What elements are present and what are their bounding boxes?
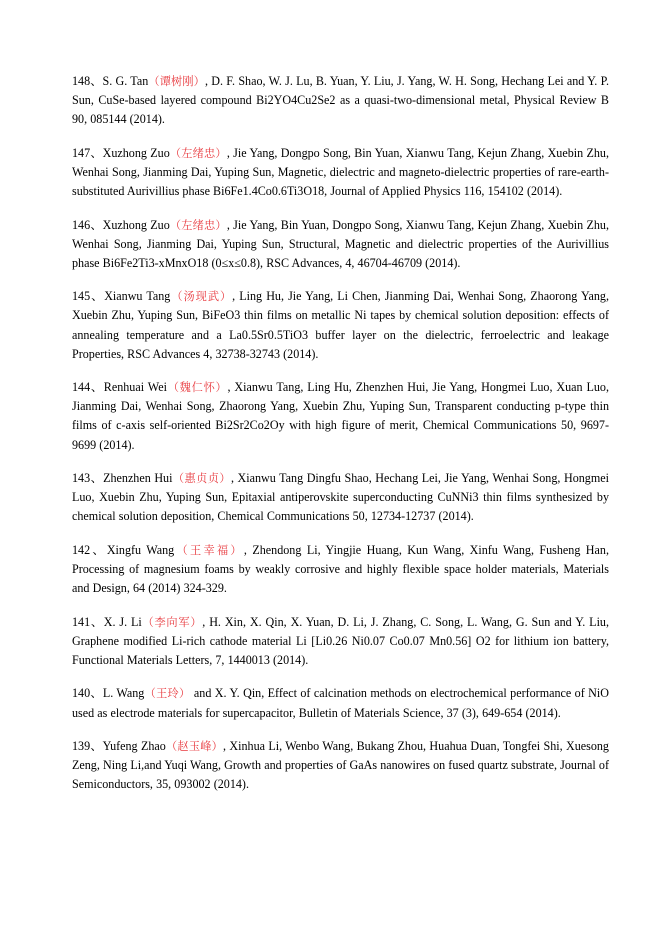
reference-body: and X. Y. Qin, Effect of calcination methods on electrochemical performance of NiO used as electrode materials for supercapacitor, Bulletin of Materials Science, 37 (3), 649-654 (2014). <box>72 686 609 720</box>
reference-chinese-name: （谭树刚） <box>148 75 205 88</box>
reference-separator: 、 <box>90 74 103 88</box>
reference-chinese-name: （王玲） <box>144 687 191 701</box>
reference-body: , Ling Hu, Jie Yang, Li Chen, Jianming Dai, Wenhai Song, Zhaorong Yang, Xuebin Zhu, Yuping Sun, BiFeO3 thin films on metallic Ni tapes by chemical solution deposition: effects of annealing temperature and a La0.5Sr0.5TiO3 buffer layer on the dielectric, ferroelectric and leakage Properties, RSC Advances 4, 32738-32743 (2014). <box>72 289 609 361</box>
reference-entry-140 <box>72 684 609 722</box>
reference-lead-author: S. G. Tan <box>102 74 149 88</box>
reference-separator: 、 <box>90 739 103 754</box>
reference-separator: 、 <box>90 614 104 629</box>
reference-body: , Xianwu Tang, Ling Hu, Zhenzhen Hui, Jie Yang, Hongmei Luo, Xuan Luo, Jianming Dai, Wenhai Song, Zhaorong Yang, Xuebin Zhu, Yuping Sun, Transparent conducting p-type thin films of c-axis self-oriented Bi2Sr2Co2Oy with high figure of merit, Chemical Communications 50, 9697-9699 (2014). <box>72 380 609 452</box>
reference-body: , H. Xin, X. Qin, X. Yuan, D. Li, J. Zhang, C. Song, L. Wang, G. Sun and Y. Liu, Graphene modified Li-rich cathode material Li [Li0.26 Ni0.07 Co0.07 Mn0.56] O2 for lithium ion battery, Functional Materials Letters, 7, 1440013 (2014). <box>72 614 609 667</box>
reference-number: 143 <box>72 471 91 486</box>
reference-lead-author: Zhenzhen Hui <box>103 471 173 486</box>
reference-lead-author: Xuzhong Zuo <box>102 217 170 232</box>
reference-separator: 、 <box>90 217 103 232</box>
reference-lead-author: Yufeng Zhao <box>102 739 166 754</box>
reference-number: 144 <box>72 380 91 395</box>
reference-chinese-name: （赵玉峰） <box>165 740 224 754</box>
reference-list <box>72 72 609 794</box>
reference-number: 148 <box>72 74 91 88</box>
reference-separator: 、 <box>90 542 107 557</box>
reference-body: , Zhendong Li, Yingjie Huang, Kun Wang, Xinfu Wang, Fusheng Han, Processing of magnesium foams by weakly corrosive and highly flexible space holder materials, Materials and Design, 64 (2014) 324-329. <box>72 542 609 596</box>
reference-entry-145 <box>72 287 609 363</box>
reference-body: , Xianwu Tang Dingfu Shao, Hechang Lei, Jie Yang, Wenhai Song, Hongmei Luo, Xuebin Zhu, Yuping Sun, Epitaxial antiperovskite superconducting CuNNi3 thin films synthesized by chemical solution deposition, Chemical Communications 50, 12734-12737 (2014). <box>72 471 609 524</box>
reference-body: , D. F. Shao, W. J. Lu, B. Yuan, Y. Liu, J. Yang, W. H. Song, Hechang Lei and Y. P. Sun, CuSe-based layered compound Bi2YO4Cu2Se2 as a quasi-two-dimensional metal, Physical Review B 90, 085144 (2014). <box>72 74 609 127</box>
reference-body: , Jie Yang, Bin Yuan, Dongpo Song, Xianwu Tang, Kejun Zhang, Xuebin Zhu, Wenhai Song, Jianming Dai, Yuping Sun, Structural, Magnetic and dielectric properties of the Aurivillius phase Bi6Fe2Ti3-xMnxO18 (0≤x≤0.8), RSC Advances, 4, 46704-46709 (2014). <box>72 217 609 270</box>
reference-chinese-name: （左绪忠） <box>169 146 227 160</box>
reference-lead-author: Xuzhong Zuo <box>102 145 170 160</box>
reference-number: 146 <box>72 217 91 232</box>
reference-number: 141 <box>72 614 91 629</box>
reference-lead-author: Xianwu Tang <box>104 289 171 304</box>
reference-entry-146 <box>72 216 609 273</box>
reference-number: 142 <box>72 542 91 557</box>
reference-body: , Jie Yang, Dongpo Song, Bin Yuan, Xianwu Tang, Kejun Zhang, Xuebin Zhu, Wenhai Song, Jianming Dai, Yuping Sun, Magnetic, dielectric and magneto-dielectric properties of rare-earth-substituted Aurivillius phase Bi6Fe1.4Co0.6Ti3O18, Journal of Applied Physics 116, 154102 (2014). <box>72 145 609 198</box>
reference-lead-author: L. Wang <box>102 686 145 701</box>
reference-entry-144 <box>72 378 609 454</box>
reference-chinese-name: （汤现武） <box>170 290 233 304</box>
reference-entry-141 <box>72 613 609 670</box>
reference-number: 139 <box>72 739 91 754</box>
reference-entry-143 <box>72 469 609 526</box>
reference-lead-author: Renhuai Wei <box>103 380 167 395</box>
reference-entry-148 <box>72 72 609 129</box>
reference-lead-author: X. J. Li <box>103 614 142 629</box>
reference-chinese-name: （惠贞贞） <box>172 472 231 486</box>
reference-chinese-name: （左绪忠） <box>169 218 227 232</box>
reference-number: 147 <box>72 145 91 160</box>
reference-lead-author: Xingfu Wang <box>106 542 175 557</box>
reference-separator: 、 <box>90 471 104 486</box>
reference-chinese-name: （王幸福） <box>174 543 244 557</box>
reference-number: 145 <box>72 289 91 304</box>
reference-separator: 、 <box>90 686 103 701</box>
reference-chinese-name: （魏仁怀） <box>166 381 228 395</box>
reference-entry-139 <box>72 737 609 794</box>
reference-chinese-name: （李向军） <box>141 615 203 629</box>
reference-entry-142 <box>72 541 609 598</box>
reference-entry-147 <box>72 144 609 201</box>
reference-separator: 、 <box>90 289 105 304</box>
reference-body: , Xinhua Li, Wenbo Wang, Bukang Zhou, Huahua Duan, Tongfei Shi, Xuesong Zeng, Ning Li,and Yuqi Wang, Growth and properties of GaAs nanowires on fused quartz substrate, Journal of Semiconductors, 35, 093002 (2014). <box>72 739 609 792</box>
reference-number: 140 <box>72 686 91 701</box>
reference-separator: 、 <box>90 145 103 160</box>
reference-separator: 、 <box>90 380 104 395</box>
